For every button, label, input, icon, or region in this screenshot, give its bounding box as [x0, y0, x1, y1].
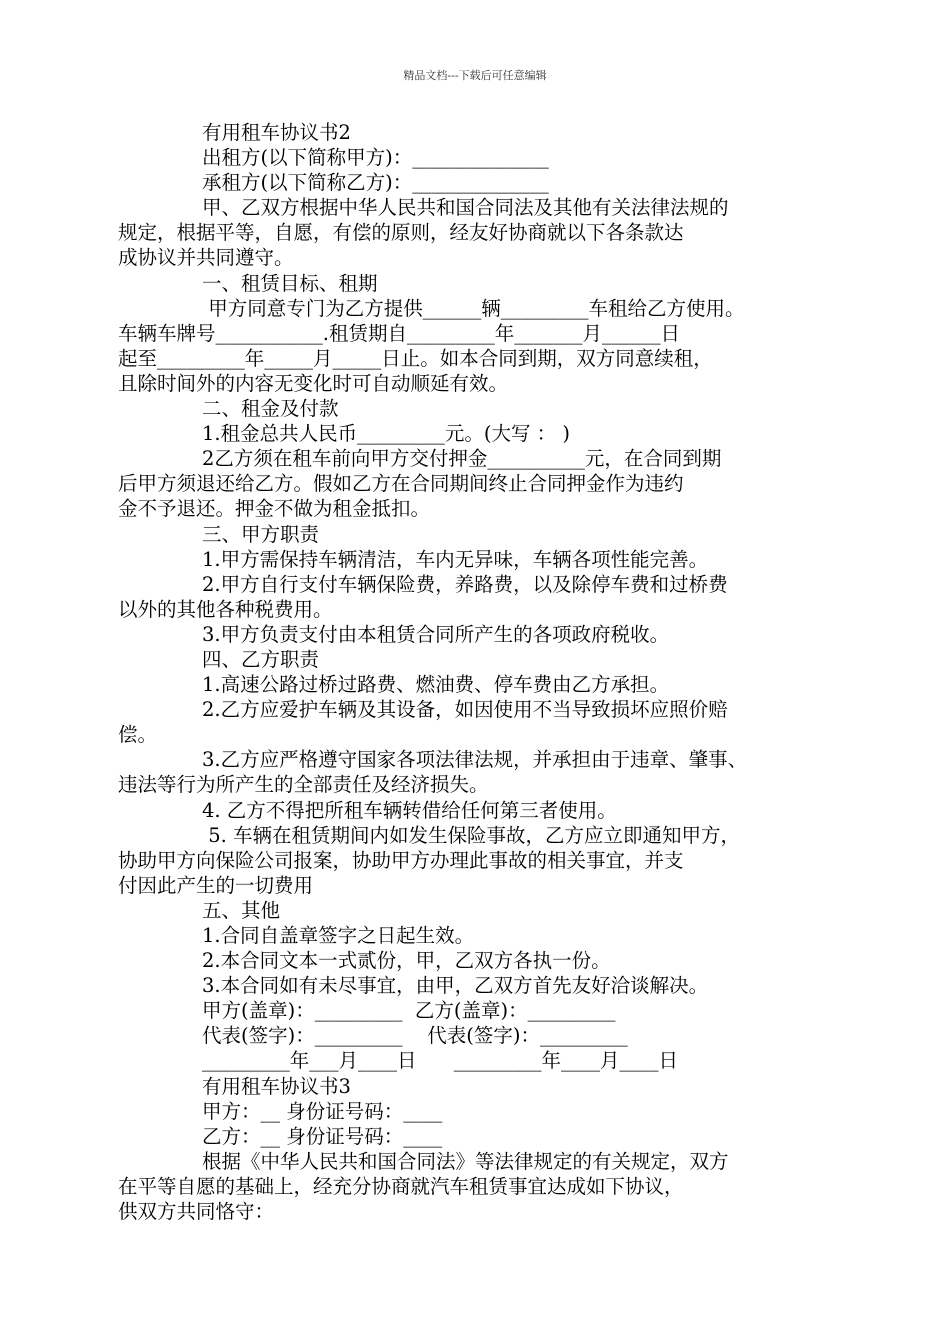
- text-line: 甲方(盖章)：_________ 乙方(盖章)：_________: [202, 999, 616, 1023]
- text-line: 甲、乙双方根据中华人民共和国合同法及其他有关法律法规的: [202, 196, 729, 220]
- text-line: 甲方同意专门为乙方提供______辆_________车租给乙方使用。: [202, 296, 745, 320]
- text-line: 付因此产生的一切费用: [118, 873, 314, 897]
- text-line: _________年___月____日 _________年____月____日: [202, 1049, 678, 1073]
- text-line: 代表(签字)：_________ 代表(签字)：_________: [202, 1024, 628, 1048]
- text-line: 供双方共同恪守：: [118, 1200, 275, 1224]
- text-line: 偿。: [118, 723, 158, 747]
- text-line: 3.乙方应严格遵守国家各项法律法规，并承担由于违章、肇事、: [202, 748, 748, 772]
- text-line: 五、其他: [202, 898, 281, 922]
- text-line: 在平等自愿的基础上，经充分协商就汽车租赁事宜达成如下协议，: [118, 1174, 684, 1198]
- text-line: 1.甲方需保持车辆清洁，车内无异味，车辆各项性能完善。: [202, 547, 709, 571]
- text-line: 成协议并共同遵守。: [118, 246, 294, 270]
- text-line: 规定，根据平等，自愿，有偿的原则，经友好协商就以下各条款达: [118, 221, 684, 245]
- text-line: 四、乙方职责: [202, 647, 320, 671]
- text-line: 2.甲方自行支付车辆保险费，养路费，以及除停车费和过桥费: [202, 572, 728, 596]
- text-line: 有用租车协议书3: [202, 1074, 351, 1098]
- document-body: [118, 120, 830, 1224]
- text-line: 根据《中华人民共和国合同法》等法律规定的有关规定，双方: [202, 1149, 729, 1173]
- text-line: 3.甲方负责支付由本租赁合同所产生的各项政府税收。: [202, 622, 670, 646]
- text-line: 后甲方须退还给乙方。假如乙方在合同期间终止合同押金作为违约: [118, 472, 684, 496]
- text-line: 5. 车辆在租赁期间内如发生保险事故，乙方应立即通知甲方，: [202, 823, 741, 847]
- text-line: 2.乙方应爱护车辆及其设备，如因使用不当导致损坏应照价赔: [202, 698, 728, 722]
- text-line: 金不予退还。押金不做为租金抵扣。: [118, 497, 431, 521]
- text-line: 以外的其他各种税费用。: [118, 597, 333, 621]
- text-line: 有用租车协议书2: [202, 121, 351, 144]
- text-line: 1.高速公路过桥过路费、燃油费、停车费由乙方承担。: [202, 673, 670, 697]
- text-line: 甲方：__ 身份证号码：____: [202, 1099, 443, 1123]
- text-line: 1.租金总共人民币_________元。(大写 ： ): [202, 422, 570, 446]
- page-header: 精品文档---下载后可任意编辑: [403, 69, 547, 82]
- text-line: 1.合同自盖章签字之日起生效。: [202, 924, 475, 947]
- text-line: 二、租金及付款: [202, 397, 339, 421]
- text-line: 协助甲方向保险公司报案，协助甲方办理此事故的相关事宜，并支: [118, 848, 684, 872]
- text-line: 违法等行为所产生的全部责任及经济损失。: [118, 773, 489, 797]
- text-line: 3.本合同如有未尽事宜，由甲，乙双方首先友好洽谈解决。: [202, 974, 709, 998]
- text-line: 2.本合同文本一式贰份，甲，乙双方各执一份。: [202, 949, 611, 973]
- text-line: 出租方(以下简称甲方)：______________: [202, 146, 549, 170]
- text-line: 车辆车牌号___________.租赁期自_________年_______月______日: [118, 321, 680, 345]
- text-line: 且除时间外的内容无变化时可自动顺延有效。: [118, 371, 509, 395]
- text-line: 4. 乙方不得把所租车辆转借给任何第三者使用。: [202, 798, 617, 822]
- text-line: 乙方：__ 身份证号码：____: [202, 1124, 443, 1148]
- text-line: 2乙方须在租车前向甲方交付押金__________元，在合同到期: [202, 447, 722, 471]
- text-line: 起至_________年_____月_____日止。如本合同到期，双方同意续租，: [118, 346, 713, 370]
- text-line: 三、甲方职责: [202, 522, 320, 546]
- text-line: 承租方(以下简称乙方)：______________: [202, 171, 549, 195]
- text-line: 一、租赁目标、租期: [202, 271, 378, 295]
